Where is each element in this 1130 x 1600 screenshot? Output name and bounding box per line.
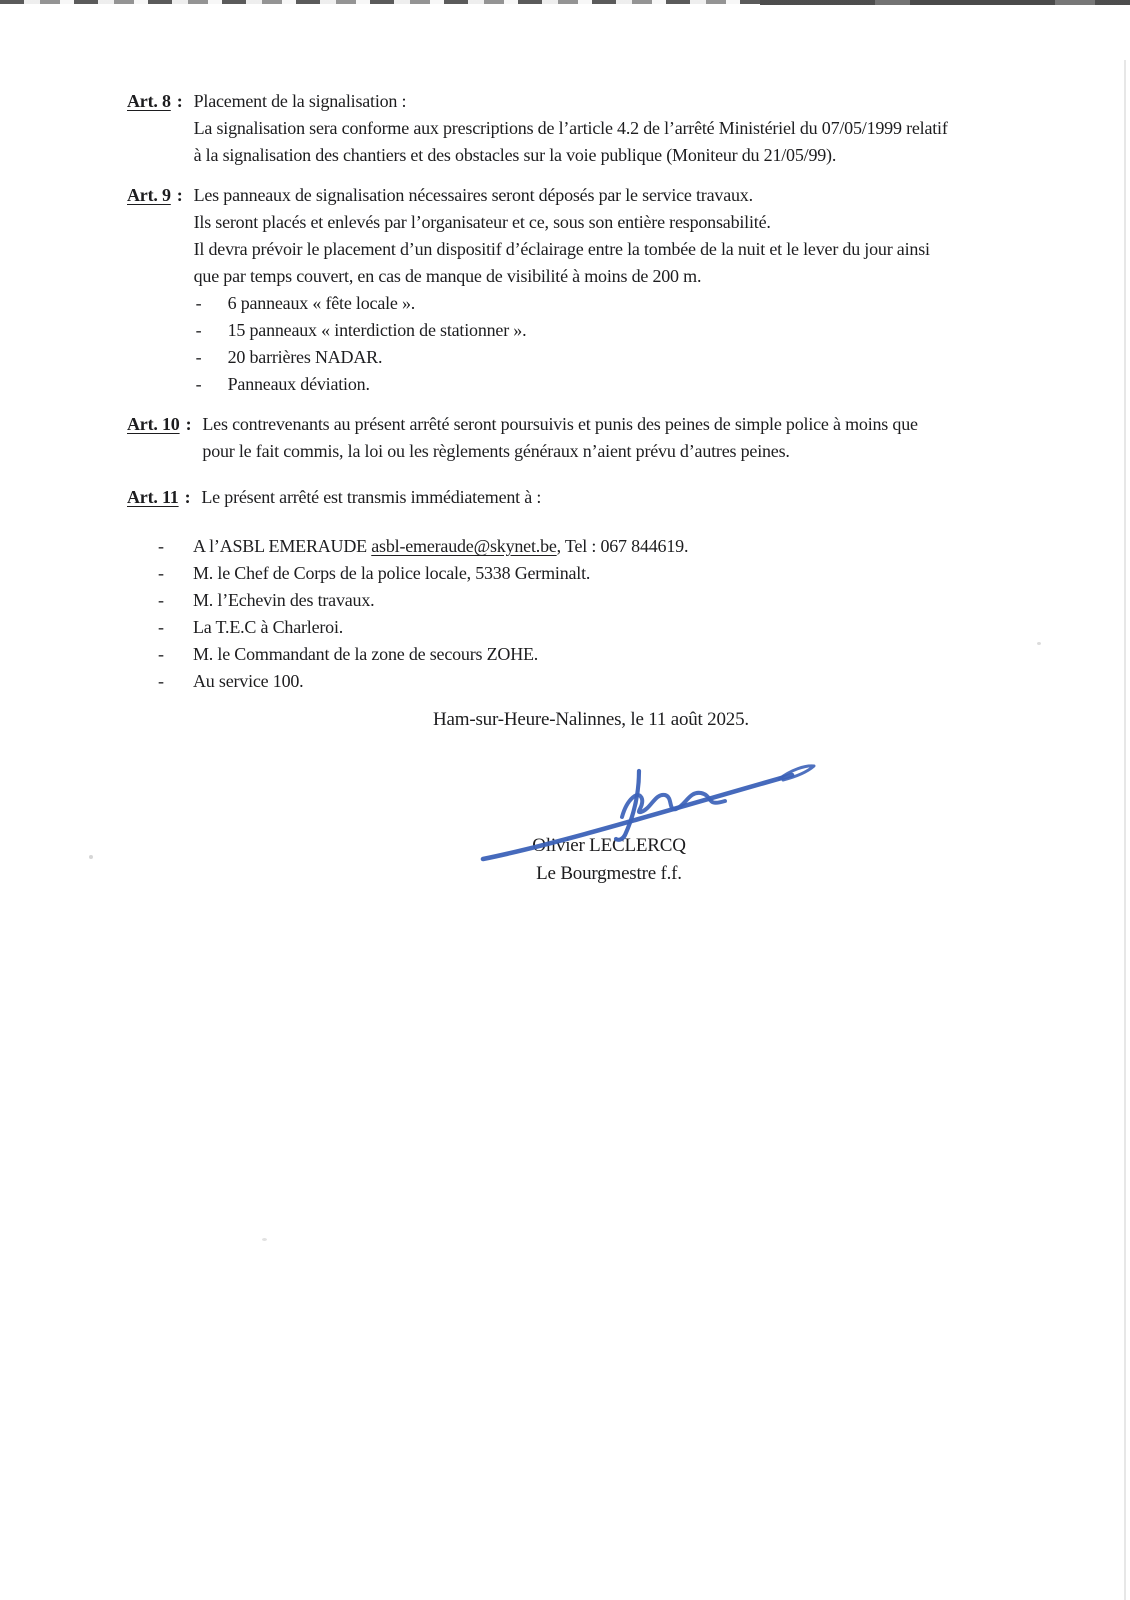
signage-list-item-text: 20 barrières NADAR. [227,347,383,367]
scan-speck [89,855,93,859]
article-9-label [127,182,194,209]
recipient-item [158,668,1102,695]
article-11-colon: : [184,487,191,507]
article-8-colon: : [176,91,183,111]
article-9-body [194,182,1102,398]
article-line: pour le fait commis, la loi ou les règlements généraux n’aient prévu d’autres peines. [202,441,790,461]
dash-bullet: - [158,536,164,556]
article-8-body [194,88,1102,169]
recipient-item [158,614,1102,641]
article-11-body [201,484,1102,511]
recipient-item-text: Au service 100. [193,671,304,691]
recipient-item-text: M. le Commandant de la zone de secours ZOHE. [193,644,539,664]
article-line: La signalisation sera conforme aux prescriptions de l’article 4.2 de l’arrêté Ministériel du 07/05/1999 relatif [193,118,948,138]
signer-title: Le Bourgmestre f.f. [536,863,682,884]
scan-artifact-top-dashes [0,0,760,4]
article-10-number: Art. 10 [127,414,180,434]
scan-edge-right [1124,60,1126,1600]
signature-block [127,734,1102,954]
article-line: Le présent arrêté est transmis immédiatement à : [201,487,542,507]
signage-list-item [196,317,1102,344]
article-line: Ils seront placés et enlevés par l’organisateur et ce, sous son entière responsabilité. [193,212,771,232]
dash-bullet: - [195,347,202,367]
signage-list-item [196,371,1102,398]
article-line: à la signalisation des chantiers et des obstacles sur la voie publique (Moniteur du 21/05/99). [193,145,837,165]
scan-artifact-top-right [760,0,1130,5]
dash-bullet: - [158,644,164,664]
article-10 [127,411,1102,465]
scan-speck [262,1238,267,1241]
signage-list-item-text: 15 panneaux « interdiction de stationner ». [227,320,527,340]
article-line: Placement de la signalisation : [193,91,407,111]
signer-name: Olivier LECLERCQ [532,835,686,856]
dash-bullet: - [195,320,202,340]
signature-ink [467,749,817,864]
article-10-label [127,411,202,438]
article-10-body [202,411,1102,465]
recipient-prefix: A l’ASBL EMERAUDE [193,536,372,556]
recipient-item [158,587,1102,614]
article-line: que par temps couvert, en cas de manque de visibilité à moins de 200 m. [193,266,702,286]
recipient-suffix: , Tel : 067 844619. [556,536,689,556]
dash-bullet: - [158,671,164,691]
article-line: Les panneaux de signalisation nécessaires seront déposés par le service travaux. [193,185,753,205]
signage-list-item [196,344,1102,371]
dateline: Ham-sur-Heure-Nalinnes, le 11 août 2025. [433,709,749,730]
article-line: Les contrevenants au présent arrêté seront poursuivis et punis des peines de simple police à moins que [202,414,918,434]
signature-loops-stroke [622,793,725,817]
signage-list-item-text: Panneaux déviation. [227,374,370,394]
signage-list-item [196,290,1102,317]
recipient-item [158,641,1102,668]
article-9 [127,182,1102,398]
dash-bullet: - [195,374,202,394]
article-10-colon: : [185,414,192,434]
decree-document [127,88,1102,954]
recipient-item-text: M. l’Echevin des travaux. [193,590,375,610]
recipients-list [158,533,1102,695]
article-8-number: Art. 8 [127,91,171,111]
signage-list-item-text: 6 panneaux « fête locale ». [227,293,416,313]
article-9-number: Art. 9 [127,185,171,205]
recipient-item-text: M. le Chef de Corps de la police locale, 5338 Germinalt. [193,563,591,583]
recipient-item [158,533,1102,560]
article-9-colon: : [176,185,183,205]
article-line: Il devra prévoir le placement d’un dispositif d’éclairage entre la tombée de la nuit et le lever du jour ainsi [193,239,930,259]
article-11-label [127,484,201,511]
recipient-item-text [193,533,688,560]
article-11 [127,484,1102,511]
article-8 [127,88,1102,169]
dash-bullet: - [158,617,164,637]
dash-bullet: - [195,293,202,313]
signage-list [194,290,1102,398]
dash-bullet: - [158,563,164,583]
recipient-item [158,560,1102,587]
article-11-number: Art. 11 [127,487,179,507]
recipient-item-text: La T.E.C à Charleroi. [193,617,344,637]
article-8-label [127,88,194,115]
dash-bullet: - [158,590,164,610]
recipient-email-underlined: asbl-emeraude@skynet.be [371,536,557,556]
